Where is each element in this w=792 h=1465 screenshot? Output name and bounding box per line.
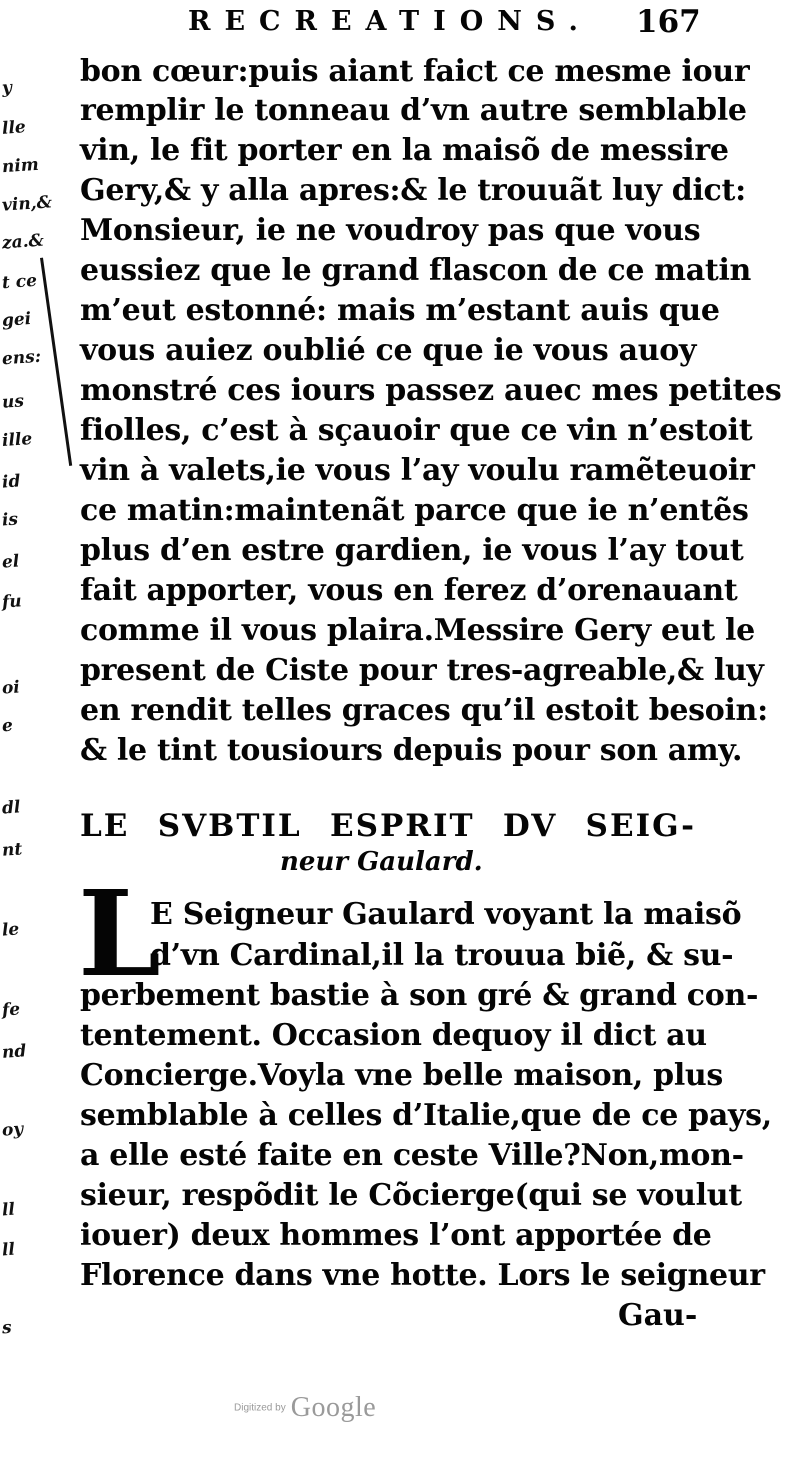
text-line: Florence dans vne hotte. Lors le seigneur xyxy=(80,1258,765,1293)
text-line: vin à valets,ie vous l’ay voulu ramẽteuoir xyxy=(80,453,755,488)
text-line: d’vn Cardinal,il la trouua biẽ, & su- xyxy=(150,938,734,973)
text-line: monstré ces iours passez auec mes petites xyxy=(80,373,782,408)
gutter-fragment: y xyxy=(1,77,13,99)
gutter-fragment: fu xyxy=(1,591,23,613)
gutter-fragment: id xyxy=(1,471,22,493)
gutter-fragment: za.& xyxy=(1,230,45,254)
text-line: bon cœur:puis aiant faict ce mesme iour xyxy=(80,54,750,89)
text-line: eussiez que le grand flascon de ce matin xyxy=(80,253,752,288)
gutter-fragment: lle xyxy=(1,117,27,139)
gutter-fragment: ll xyxy=(1,1199,16,1221)
text-line: plus d’en estre gardien, ie vous l’ay tout xyxy=(80,533,744,568)
gutter-fragment: vin,& xyxy=(1,192,53,216)
text-line: fiolles, c’est à sçauoir que ce vin n’estoit xyxy=(80,413,753,448)
watermark-prefix: Digitized by xyxy=(234,1402,286,1414)
gutter-fragment: dl xyxy=(1,797,22,819)
page-number: 167 xyxy=(636,4,701,40)
text-line: m’eut estonné: mais m’estant auis que xyxy=(80,293,720,328)
text-line: fait apporter, vous en ferez d’orenauant xyxy=(80,573,738,608)
gutter-fragment: ens: xyxy=(1,346,42,370)
gutter-fragment: t ce xyxy=(1,270,38,294)
gutter-fragment: s xyxy=(1,1317,13,1339)
text-line: sieur, respõdit le Cõcierge(qui se voulut xyxy=(80,1178,742,1213)
text-line: perbement bastie à son gré & grand con- xyxy=(80,978,759,1013)
text-line: vous auiez oublié ce que ie vous auoy xyxy=(80,333,697,368)
gutter-fragment: le xyxy=(1,919,20,941)
chapter-heading: LE SVBTIL ESPRIT DV SEIG- xyxy=(80,808,696,844)
gutter-fragment: nd xyxy=(1,1041,27,1063)
gutter-fragment: oi xyxy=(1,677,21,699)
gutter-fragment: is xyxy=(1,509,19,531)
text-line: Monsieur, ie ne voudroy pas que vous xyxy=(80,213,701,248)
text-line: Concierge.Voyla vne belle maison, plus xyxy=(80,1058,724,1093)
gutter-fragment: ll xyxy=(1,1239,16,1261)
google-logo: Google xyxy=(290,1392,377,1423)
gutter-fragment: ille xyxy=(1,428,33,452)
digitized-by-google-watermark xyxy=(234,1392,376,1424)
drop-cap: L xyxy=(78,864,161,1003)
gutter-fragment: fe xyxy=(1,999,21,1021)
gutter-fragment: nt xyxy=(1,839,23,861)
catchword: Gau- xyxy=(618,1298,698,1333)
gutter-fragment: nim xyxy=(1,154,40,178)
text-line: Gery,& y alla apres:& le trouuãt luy dict: xyxy=(80,173,746,208)
running-title: RECREATIONS. xyxy=(188,6,592,37)
gutter-fragment: gei xyxy=(1,309,32,331)
text-line: remplir le tonneau d’vn autre semblable xyxy=(80,93,747,128)
chapter-subheading: neur Gaulard. xyxy=(280,847,483,877)
text-line: ce matin:maintenãt parce que ie n’entẽs xyxy=(80,493,749,528)
text-line: present de Ciste pour tres-agreable,& luy xyxy=(80,653,764,688)
text-line: vin, le fit porter en la maisõ de messire xyxy=(80,133,729,168)
text-line: E Seigneur Gaulard voyant la maisõ xyxy=(150,897,742,932)
gutter-rule xyxy=(40,258,72,466)
text-line: en rendit telles graces qu’il estoit besoin: xyxy=(80,693,768,728)
gutter-fragment: oy xyxy=(1,1119,24,1141)
text-line: iouer) deux hommes l’ont apportée de xyxy=(80,1218,712,1253)
text-line: a elle esté faite en ceste Ville?Non,mon- xyxy=(80,1138,744,1173)
text-line: & le tint tousiours depuis pour son amy. xyxy=(80,733,743,768)
gutter-fragment: el xyxy=(1,551,20,573)
text-line: comme il vous plaira.Messire Gery eut le xyxy=(80,613,755,648)
text-line: tentement. Occasion dequoy il dict au xyxy=(80,1018,707,1053)
text-line: semblable à celles d’Italie,que de ce pays, xyxy=(80,1098,772,1133)
gutter-fragment: us xyxy=(1,391,25,413)
gutter-fragment: e xyxy=(1,715,14,737)
